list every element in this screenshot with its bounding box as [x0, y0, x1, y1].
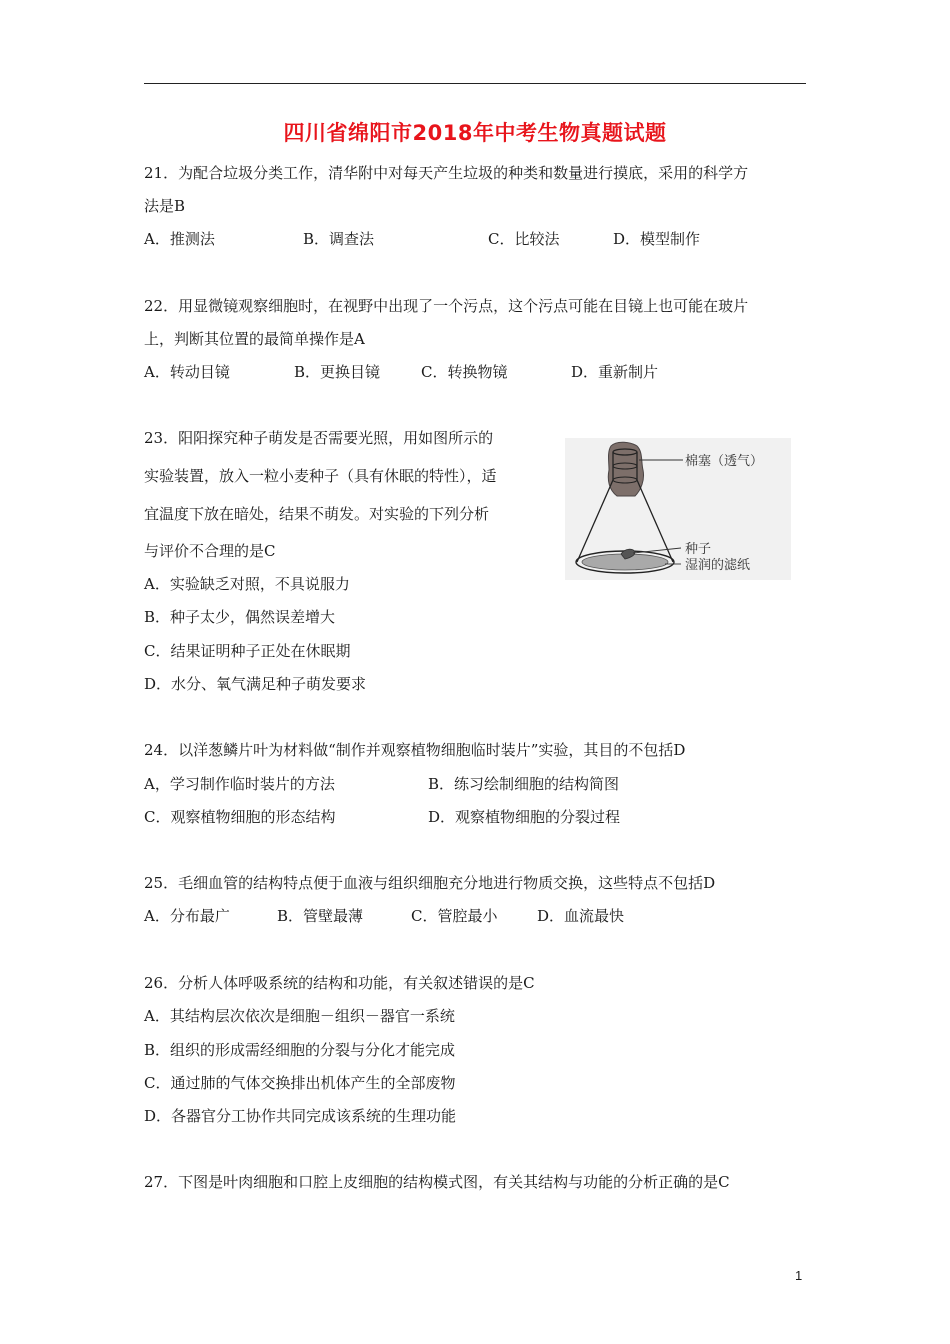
q23-stem-line-1: 23．阳阳探究种子萌发是否需要光照，用如图所示的 [144, 429, 494, 447]
q21-option-d: D．模型制作 [613, 230, 701, 248]
q21-option-a: A．推测法 [144, 230, 215, 248]
page-number: 1 [795, 1268, 803, 1283]
q22-stem-line-1: 22．用显微镜观察细胞时，在视野中出现了一个污点，这个污点可能在目镜上也可能在玻片 [144, 297, 749, 315]
q26-option-a: A．其结构层次依次是细胞－组织－器官一系统 [144, 1007, 455, 1025]
q23-option-c: C．结果证明种子正处在休眠期 [144, 642, 351, 660]
q25-option-c: C．管腔最小 [411, 907, 498, 925]
q23-stem-line-4: 与评价不合理的是C [144, 542, 276, 560]
q26-stem: 26．分析人体呼吸系统的结构和功能，有关叙述错误的是C [144, 974, 535, 992]
q23-stem-line-2: 实验装置，放入一粒小麦种子（具有休眠的特性），适 [144, 467, 497, 485]
q22-option-c: C．转换物镜 [421, 363, 508, 381]
q25-option-d: D．血流最快 [537, 907, 625, 925]
q24-stem: 24．以洋葱鳞片叶为材料做“制作并观察植物细胞临时装片”实验，其目的不包括D [144, 741, 686, 759]
label-filter-paper: 湿润的滤纸 [685, 558, 751, 573]
q22-option-b: B．更换目镜 [294, 363, 381, 381]
q22-option-d: D．重新制片 [571, 363, 659, 381]
q23-stem-line-3: 宜温度下放在暗处，结果不萌发。对实验的下列分析 [144, 505, 490, 523]
q25-option-a: A．分布最广 [144, 907, 230, 925]
q24-option-a: A，学习制作临时装片的方法 [144, 775, 335, 793]
q23-option-d: D．水分、氧气满足种子萌发要求 [144, 675, 367, 693]
q24-option-c: C．观察植物细胞的形态结构 [144, 808, 336, 826]
q27-stem: 27．下图是叶肉细胞和口腔上皮细胞的结构模式图，有关其结构与功能的分析正确的是C [144, 1173, 730, 1191]
label-seed: 种子 [685, 542, 712, 557]
label-stopper: 棉塞（透气） [685, 454, 764, 469]
q23-option-b: B．种子太少，偶然误差增大 [144, 608, 336, 626]
q25-option-b: B．管壁最薄 [277, 907, 364, 925]
q21-option-c: C．比较法 [488, 230, 560, 248]
q26-option-b: B．组织的形成需经细胞的分裂与分化才能完成 [144, 1041, 456, 1059]
q24-option-d: D．观察植物细胞的分裂过程 [428, 808, 621, 826]
page-title: 四川省绵阳市2018年中考生物真题试题 [283, 121, 667, 145]
q21-stem-line-1: 21．为配合垃圾分类工作，清华附中对每天产生垃圾的种类和数量进行摸底，采用的科学方 [144, 164, 749, 182]
q26-option-d: D．各器官分工协作共同完成该系统的生理功能 [144, 1107, 457, 1125]
q24-option-b: B．练习绘制细胞的结构简图 [428, 775, 620, 793]
q21-option-b: B．调查法 [303, 230, 375, 248]
q25-stem: 25．毛细血管的结构特点便于血液与组织细胞充分地进行物质交换，这些特点不包括D [144, 874, 716, 892]
header-rule [144, 83, 806, 84]
q26-option-c: C．通过肺的气体交换排出机体产生的全部废物 [144, 1074, 456, 1092]
q22-option-a: A．转动目镜 [144, 363, 230, 381]
q22-stem-line-2: 上，判断其位置的最简单操作是A [144, 330, 365, 348]
germination-apparatus-figure [565, 438, 791, 580]
q21-stem-line-2: 法是B [144, 197, 186, 215]
q23-option-a: A．实验缺乏对照，不具说服力 [144, 575, 350, 593]
